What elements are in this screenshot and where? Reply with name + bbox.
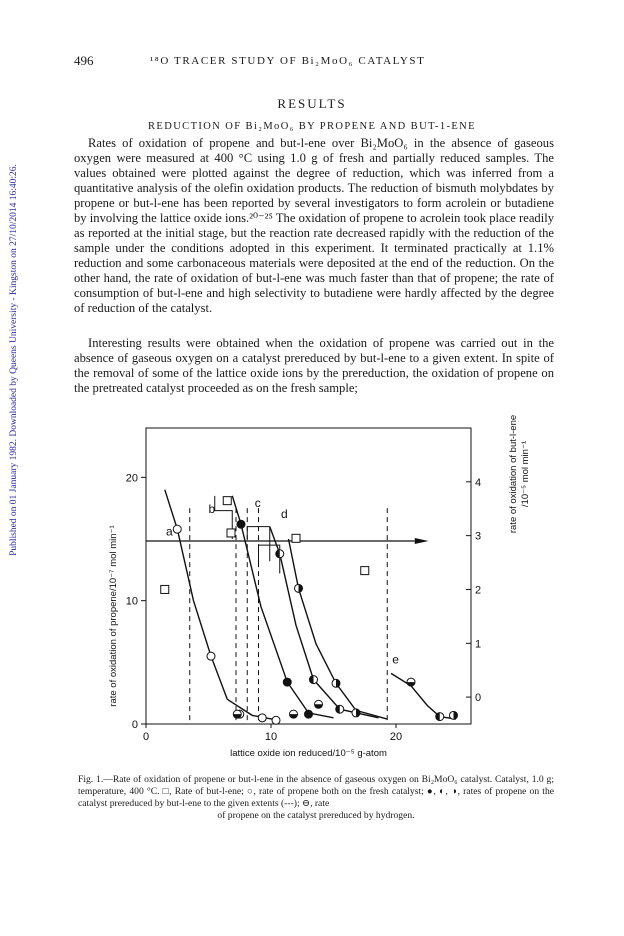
x-tick-label: 0	[142, 731, 150, 743]
y-tick-label: 0	[131, 719, 138, 731]
marker-filled-circle	[283, 678, 291, 686]
body-text-block	[74, 336, 554, 396]
marker-filled-circle	[305, 710, 313, 718]
curve-c	[270, 527, 379, 718]
marker-open-circle	[207, 652, 215, 660]
subsection-title: REDUCTION OF Bi₂MoO₆ BY PROPENE AND BUT-1-ENE	[148, 121, 476, 132]
body-text-block	[74, 136, 554, 316]
y-tick-label: 20	[125, 472, 138, 485]
paragraph: Interesting results were obtained when the oxidation of propene was carried out in the absence of gaseous oxygen on a catalyst prereduced by but-l-ene to a given extent. In spite of the removal of some of the lattice oxide ions by the prereduction, the oxidation of propene on the pretreated catalyst proceeded as on the fresh sample;	[74, 336, 554, 395]
y2-axis-label-units: /10⁻⁵ mol min⁻¹	[520, 440, 531, 508]
x-tick-label: 10	[264, 731, 278, 743]
curve-label: b	[208, 502, 216, 517]
curve-e	[391, 673, 456, 719]
plot-frame	[146, 428, 471, 724]
figure-caption	[78, 774, 554, 822]
arrow-head	[415, 538, 429, 544]
marker-butene-square	[161, 585, 169, 593]
marker-butene-square	[292, 534, 300, 542]
caption-last-line: of propene on the catalyst prereduced by hydrogen.	[217, 810, 415, 821]
marker-filled-circle	[237, 520, 245, 528]
curve-label: a	[166, 524, 173, 539]
curve-d	[289, 539, 388, 719]
y2-tick-label: 4	[475, 476, 482, 489]
page-number: 496	[74, 53, 94, 68]
running-head: ¹⁸O TRACER STUDY OF Bi₂MoO₆ CATALYST	[150, 55, 426, 67]
y2-tick-label: 0	[475, 692, 482, 705]
curve-label: e	[392, 652, 399, 667]
marker-butene-square	[223, 497, 231, 505]
paragraph: Rates of oxidation of propene and but-l-ene over Bi₂MoO₆ in the absence of gaseous oxygen were measured at 400 °C using 1.0 g of fresh and partially reduced samples. The values obtained were plotted against the degree of reduction, which was inferred from a quantitative analysis of the olefin oxidation products. The reduction of bismuth molybdates by propene or but-l-ene has been reported by several investigators to form acrolein or butadiene by involving the lattice oxide ions.²⁰⁻²⁵ The oxidation of propene to acrolein took place readily as reported at the initial stage, but the reaction rate decreased rapidly with the reduction of the sample under the conditions adopted in this experiment. It terminated practically at 1.1% reduction and some carbonaceous materials were deposited at the end of the reduction. On the other hand, the rate of oxidation of but-l-ene was much faster than that of propene; the rate of consumption of but-l-ene and high selectivity to butadiene were hardly affected by the degree of reduction of the catalyst.	[74, 136, 554, 315]
curve-label: c	[254, 495, 261, 510]
marker-open-circle	[272, 716, 280, 724]
section-title: RESULTS	[277, 96, 347, 111]
x-tick-label: 20	[389, 731, 403, 743]
curve-label: d	[281, 507, 288, 522]
caption-text: Fig. 1.—Rate of oxidation of propene or but-l-ene in the absence of gaseous oxygen on Bi₂MoO₆ catalyst. Catalyst, 1.0 g; temperature, 400 °C. □, Rate of but-l-ene; ○, rate of propene both on the fresh catalyst; ●, ◐, ◑, rates of propene on the catalyst prereduced by but-l-ene to the given extents (---); ⊖, rate	[78, 774, 554, 809]
bracket-d	[259, 545, 280, 573]
y-tick-label: 10	[125, 595, 138, 608]
marker-butene-square	[361, 567, 369, 575]
curve-a	[165, 490, 279, 721]
marker-open-circle	[173, 525, 181, 533]
x-axis-label: lattice oxide ion reduced/10⁻⁵ g-atom	[230, 748, 387, 759]
y2-tick-label: 1	[475, 638, 482, 651]
download-watermark: Published on 01 January 1982. Downloaded by Queens University - Kingston on 27/10/2014 16:40:26.	[9, 164, 19, 556]
rate-chart	[100, 402, 550, 762]
y2-tick-label: 2	[475, 584, 482, 597]
figure	[100, 402, 550, 762]
y2-tick-label: 3	[475, 530, 482, 543]
y2-axis-label: rate of oxidation of but-l-ene	[508, 414, 519, 534]
marker-open-circle	[258, 714, 266, 722]
marker-butene-square	[227, 529, 235, 537]
y-axis-label: rate of oxidation of propene/10⁻⁷ mol min⁻¹	[108, 525, 119, 707]
